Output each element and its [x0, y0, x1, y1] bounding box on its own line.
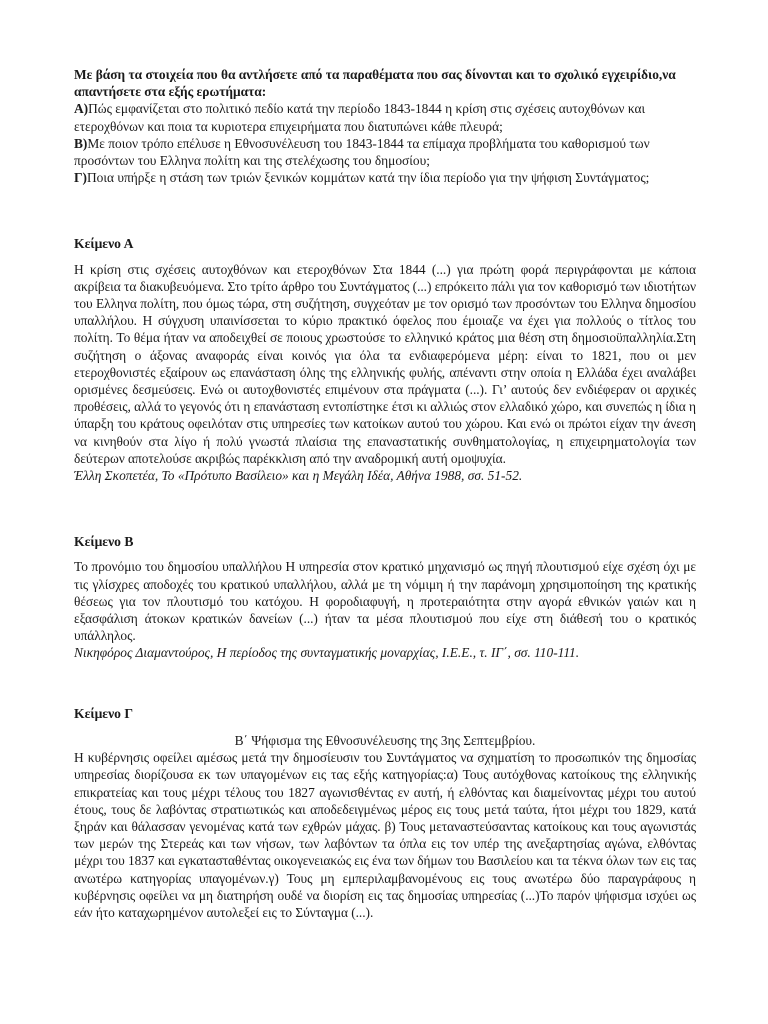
- document-page: [74, 66, 696, 921]
- question-c-text: Ποια υπήρξε η στάση των τριών ξενικών κομμάτων κατά την ίδια περίοδο για την ψήφιση Συντάγματος;: [86, 170, 650, 186]
- text-b-heading: Κείμενο Β: [74, 534, 134, 550]
- text-a-source: Έλλη Σκοπετέα, Το «Πρότυπο Βασίλειο» και η Μεγάλη Ιδέα, Αθήνα 1988, σσ. 51-52.: [74, 468, 523, 484]
- instructions: Με βάση τα στοιχεία που θα αντλήσετε από τα παραθέματα που σας δίνονται και το σχολικό εγχειρίδιο,να απαντήσετε στα εξής ερωτήματα:: [74, 67, 676, 100]
- text-a-heading: Κείμενο Α: [74, 236, 134, 252]
- text-b-source: Νικηφόρος Διαμαντούρος, Η περίοδος της συνταγματικής μοναρχίας, Ι.Ε.Ε., τ. ΙΓ΄, σσ. 110-111.: [74, 645, 580, 661]
- text-c-body: Η κυβέρνησις οφείλει αμέσως μετά την δημοσίευσιν του Συντάγματος να σχηματίση το προσωπικόν της δημοσίας υπηρεσίας διορίζουσα εκ των υπαγομένων εις τας εξής κατηγορίας:α) Τους αυτόχθονας κατοίκους της ελληνικής επικρατείας και τους μέχρι τέλους του 1827 αγωνισθέντας εν αυτή, ή ελθόντας και διαμείνοντας μέχρι του αυτού έτους, τους δε λαβόντας στρατιωτικώς και αποδεδειγμένως μέρος εις τους μετά ταύτα, ήτοι μέχρι του 1829, κατά ξηράν και θάλασσαν γενομένας κατά των εχθρών μάχας. β) Τους μεταναστεύσαντας κατοίκους και τους αγωνιστάς των μερών της Στερεάς και των νήσων, των λαβόντων τα όπλα εις τον υπέρ της ανεξαρτησίας αγώνα, ελθόντας μέχρι του 1837 και εγκατασταθέντας οικογενειακώς εις ένα των δήμων του Βασιλείου και τα τέκνα όλων των εις τας ανωτέρω κατηγορίας υπαγομένων.γ) Τους μη εμπεριλαμβανομένους εις τους ανωτέρω δύο παραγράφους η κυβέρνησις οφείλει να μη διατηρήση ουδέ να διορίση εις τας δημοσίας υπηρεσίας (...)Το παρόν ψήφισμα ισχύει ως εάν ήτο καταχωρημένον αυτολεξεί εις το Σύνταγμα (...).: [74, 750, 696, 920]
- text-a-body: Η κρίση στις σχέσεις αυτοχθόνων και ετεροχθόνων Στα 1844 (...) για πρώτη φορά περιγράφονται με κάποια ακρίβεια τα διακυβευόμενα. Στο τρίτο άρθρο του Συντάγματος (...) επρόκειτο πάλι για τον καθορισμό των ιδιοτήτων του Ελληνα πολίτη, που όμως τώρα, στη συζήτηση, συγχεόταν με τον ορισμό των προσόντων του Ελληνα δημοσίου υπαλλήλου. Η σύγχυση υπαινίσσεται το κύριο πρακτικό όφελος που έμοιαζε να έχει για πολλούς ο τίτλος του πολίτη. Το θέμα ήταν να αποδειχθεί σε ποιους χρωστούσε το ελληνικό κράτος μια θέση στη δημοσιοϋπαλληλία.Στη συζήτηση ο άξονας αναφοράς είναι κοινός για όλα τα ενδιαφερόμενα μέρη: είναι το 1821, που οι μεν ετεροχθονιστές εξαίρουν ως επανάσταση όλης της ελληνικής φυλής, απέναντι στην οποία η Ελλάδα έχει αναλάβει ορισμένες δεσμεύσεις. Ενώ οι αυτοχθονιστές επιμένουν στα πράγματα (...). Γι’ αυτούς δεν ενδιέφεραν οι αρχικές προθέσεις, αλλά το γεγονός ότι η επανάσταση εντοπίστηκε έτσι κι αλλιώς στον ελλαδικό χώρο, και συνεπώς η ίδια η ύπαρξη του κράτους οφειλόταν στις υπηρεσίες των κατοίκων αυτού του χώρου. Και ενώ οι πρώτοι είχαν την άνεση να κινηθούν στα λίγο ή πολύ γνωστά πλαίσια της επαναστατικής συνθηματολογίας, η επιχειρηματολογία των δεύτερων αποτελούσε ακριβώς παρέκκλιση από την αναδρομική αυτή ομοψυχία.: [74, 261, 696, 466]
- question-a-label: Α): [74, 101, 89, 117]
- question-c: [74, 169, 696, 186]
- question-a-text: Πώς εμφανίζεται στο πολιτικό πεδίο κατά την περίοδο 1843-1844 η κρίση στις σχέσεις αυτοχθόνων και ετεροχθόνων και ποια τα κυριοτερα επιχειρήματα που διατυπώνει κάθε πλευρά;: [74, 101, 646, 134]
- text-b-body: Το προνόμιο του δημοσίου υπαλλήλου Η υπηρεσία στον κρατικό μηχανισμό ως πηγή πλουτισμού είχε σχέση όχι με τις γλίσχρες αποδοχές του κρατικού υπαλλήλου, αλλά με τη νόμιμη ή την παράνομη χρησιμοποίηση της κρατικής θέσεως για τον πλουτισμό του κατόχου. Η φοροδιαφυγή, η προτεραιότητα στην αγορά εθνικών γαιών και η εξασφάλιση άτοκων κρατικών δανείων (...) ήταν τα μέσα πλουτισμού που είχε στη διάθεσή του ο κρατικός υπάλληλος.: [74, 559, 696, 644]
- question-b: [74, 135, 696, 169]
- question-c-label: Γ): [74, 170, 87, 186]
- text-c-subtitle: Β΄ Ψήφισμα της Εθνοσυνέλευσης της 3ης Σεπτεμβρίου.: [234, 732, 536, 748]
- text-c-heading: Κείμενο Γ: [74, 705, 134, 721]
- question-b-text: Με ποιον τρόπο επέλυσε η Εθνοσυνέλευση του 1843-1844 τα επίμαχα προβλήματα του καθορισμού των προσόντων του Ελληνα πολίτη και της στελέχωσης του δημοσίου;: [74, 135, 650, 169]
- question-b-label: Β): [74, 135, 88, 151]
- question-a: [74, 100, 696, 134]
